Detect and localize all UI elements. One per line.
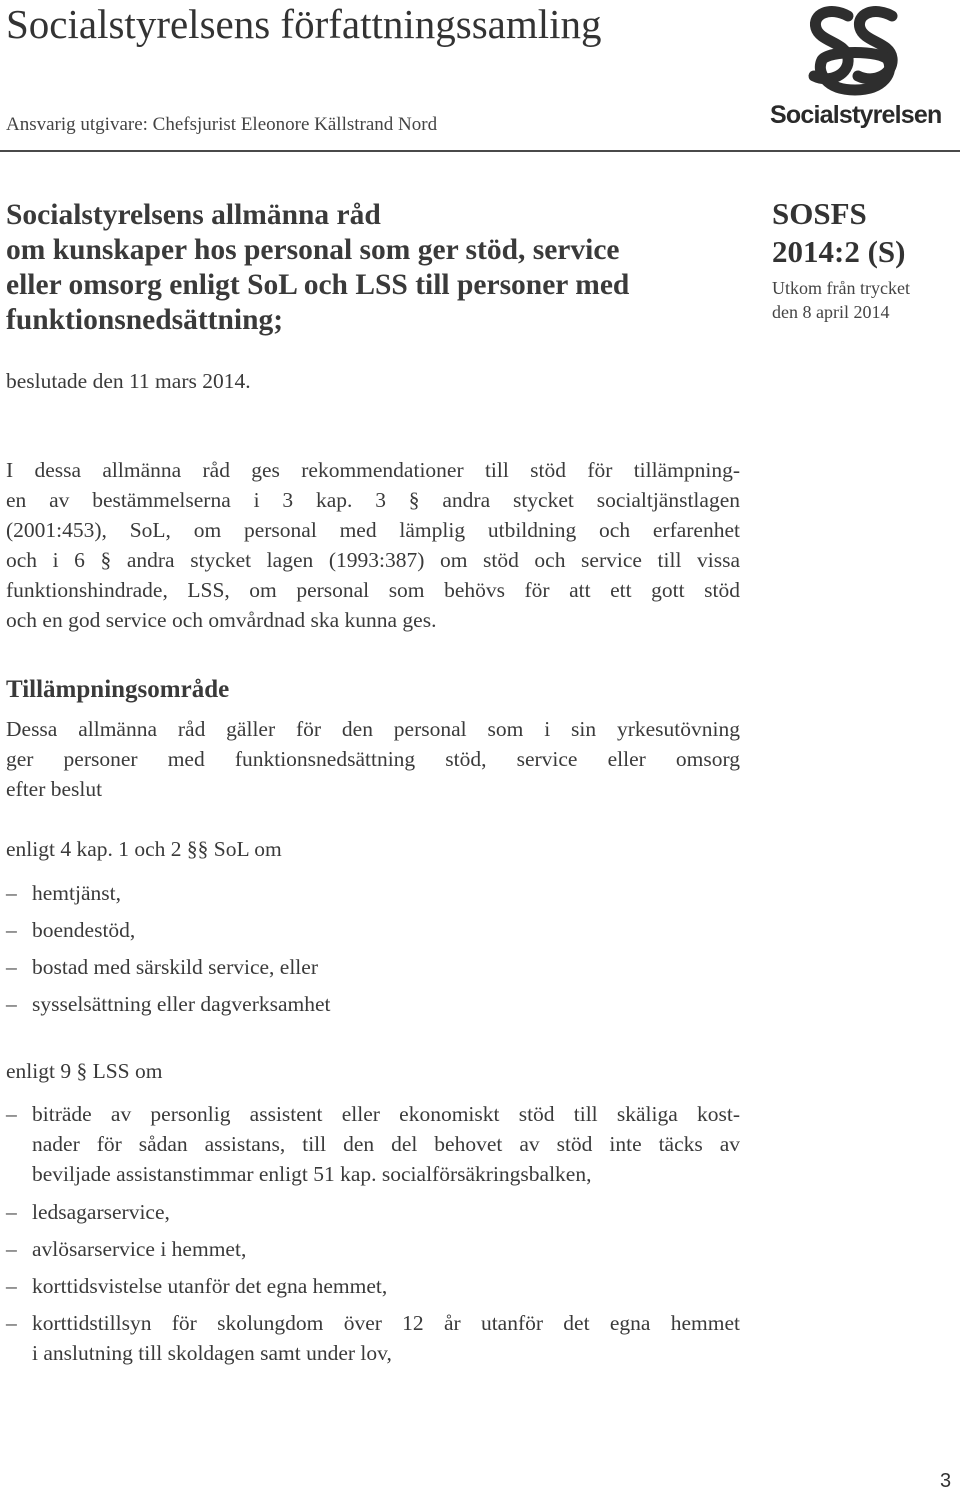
item-line: nader för sådan assistans, till den del behovet av stöd inte täcks av [32,1132,740,1156]
sol-intro: enligt 4 kap. 1 och 2 §§ SoL om [6,837,282,861]
scope-paragraph [6,714,740,804]
sosfs-number: 2014:2 (S) [772,234,906,269]
list-item-text: ledsagarservice, [32,1200,170,1224]
item-line: i anslutning till skoldagen samt under lov, [32,1341,392,1365]
list-item-text: boendestöd, [32,918,136,942]
header-divider [0,150,960,152]
dash-bullet: – [6,955,17,979]
published-date: den 8 april 2014 [772,302,890,322]
page-number: 3 [940,1470,952,1492]
paragraph-line: funktionshindrade, LSS, om personal som behövs för att ett gott stöd [6,578,740,602]
dash-bullet: – [6,1311,17,1335]
list-item-text: sysselsättning eller dagverksamhet [32,992,331,1016]
title-line: eller omsorg enligt SoL och LSS till personer med [6,269,630,301]
title-line: om kunskaper hos personal som ger stöd, service [6,234,620,266]
publication-date [772,276,910,324]
dash-bullet: – [6,1200,17,1224]
list-item-text: avlösarservice i hemmet, [32,1237,247,1261]
list-item-text [32,1099,740,1189]
sosfs-code [772,195,905,271]
paragraph-line: ger personer med funktionsnedsättning stöd, service eller omsorg [6,747,740,771]
list-item-text: hemtjänst, [32,881,121,905]
title-line: Socialstyrelsens allmänna råd [6,199,381,231]
paragraph-line: och en god service och omvårdnad ska kunna ges. [6,608,437,632]
intro-paragraph [6,455,740,635]
logo-wordmark: Socialstyrelsen [770,101,942,129]
series-title: Socialstyrelsens författningssamling [6,1,602,47]
list-item-text: bostad med särskild service, eller [32,955,318,979]
document-title [6,198,629,338]
decided-date: beslutade den 11 mars 2014. [6,369,251,393]
paragraph-line: och i 6 § andra stycket lagen (1993:387) om stöd och service till vissa [6,548,740,572]
dash-bullet: – [6,992,17,1016]
dash-bullet: – [6,1274,17,1298]
section-heading: Tillämpningsområde [6,676,230,703]
paragraph-line: I dessa allmänna råd ges rekommendationer till stöd för tillämpning- [6,458,740,482]
sol-list [6,878,746,1028]
dash-bullet: – [6,1237,17,1261]
socialstyrelsen-logo-icon [800,2,910,98]
sosfs-code-line: SOSFS [772,196,867,231]
dash-bullet: – [6,1102,17,1126]
list-item-text [32,1308,740,1368]
paragraph-line: efter beslut [6,777,103,801]
dash-bullet: – [6,881,17,905]
item-line: beviljade assistanstimmar enligt 51 kap. socialförsäkringsbalken, [32,1162,592,1186]
lss-intro: enligt 9 § LSS om [6,1059,163,1083]
list-item-text: korttidsvistelse utanför det egna hemmet, [32,1274,388,1298]
paragraph-line: Dessa allmänna råd gäller för den personal som i sin yrkesutövning [6,717,740,741]
paragraph-line: (2001:453), SoL, om personal med lämplig utbildning och erfarenhet [6,518,740,542]
title-line: funktionsnedsättning; [6,304,284,336]
lss-list [6,1099,746,1379]
publisher-line: Ansvarig utgivare: Chefsjurist Eleonore Källstrand Nord [6,114,438,135]
item-line: biträde av personlig assistent eller ekonomiskt stöd till skäliga kost- [32,1102,740,1126]
paragraph-line: en av bestämmelserna i 3 kap. 3 § andra stycket socialtjänstlagen [6,488,740,512]
dash-bullet: – [6,918,17,942]
published-label: Utkom från trycket [772,278,910,298]
item-line: korttidstillsyn för skolungdom över 12 år utanför det egna hemmet [32,1311,740,1335]
